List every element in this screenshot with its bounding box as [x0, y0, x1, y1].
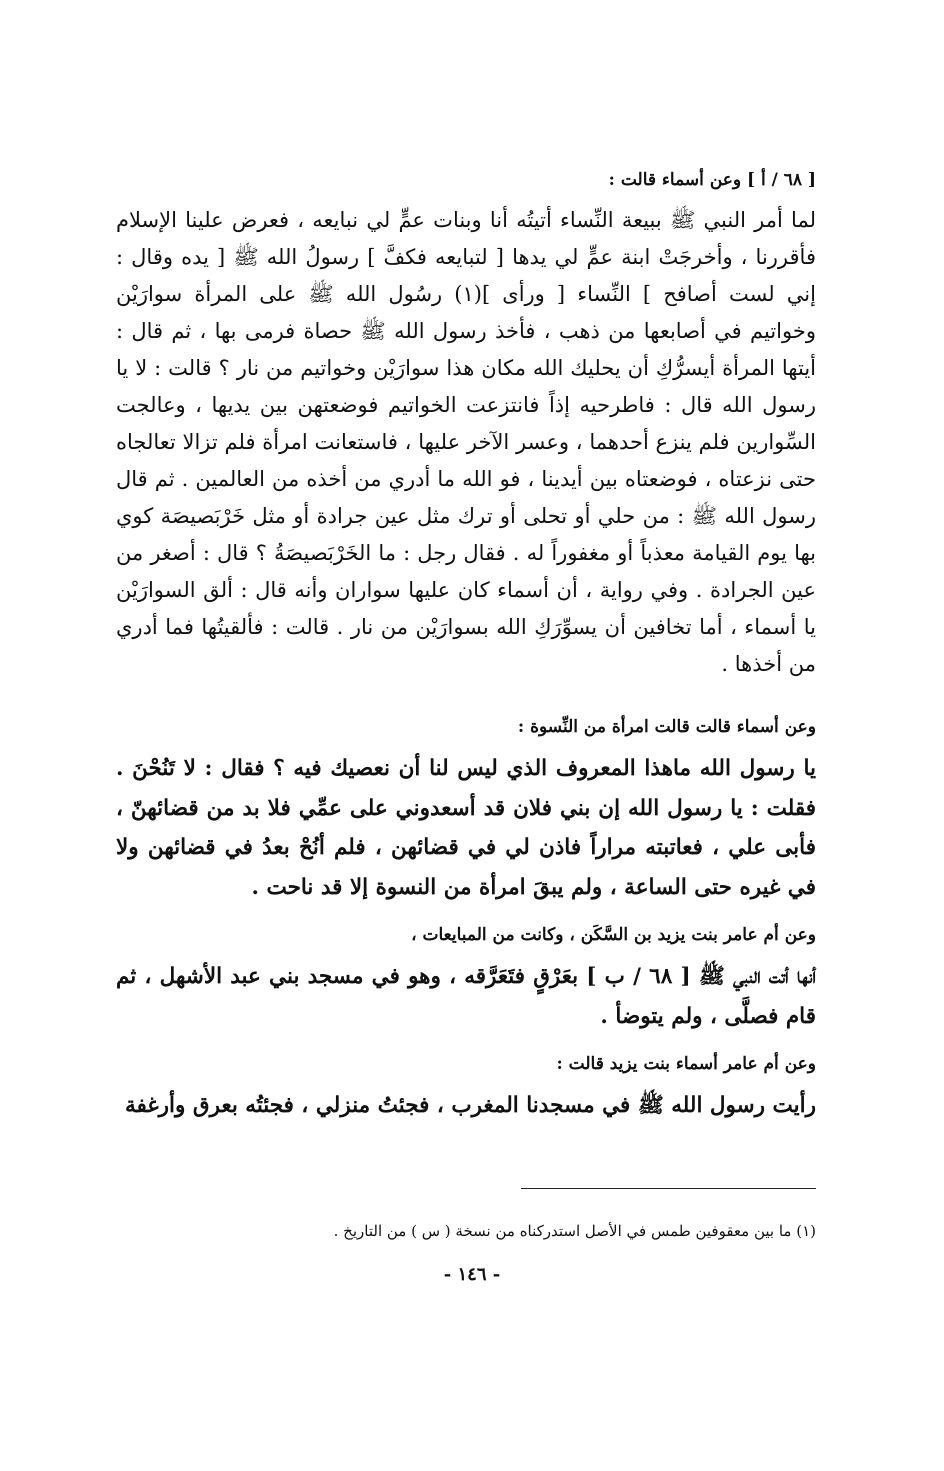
section-heading: [ ٦٨ / أ ] وعن أسماء قالت :	[608, 170, 816, 190]
section-text: لما أمر النبي ﷺ ببيعة النِّساء أتيتُه أنا وبنات عمٍّ لي نبايعه ، فعرض علينا الإسلام فأقررنا ، وأخرجَتْ ابنة عمٍّ لي يدها [ لتبايعه فكفَّ ] رسولُ الله ﷺ [ يده وقال : إني لست أصافح ] النِّساء [ ورأى ](١) رسُول الله ﷺ على المرأة سوارَيْن وخواتيم في أصابعها من ذهب ، فأخذ رسول الله ﷺ حصاة فرمى بها ، ثم قال : أيتها المرأة أيسرُّكِ أن يحليك الله مكان هذا سوارَيْن وخواتيم من نار ؟ قالت : لا يا رسول الله قال : فاطرحيه إذاً فانتزعت الخواتيم فوضعتهن بين يديها ، وعالجت السِّوارين فلم ينزع أحدهما ، وعسر الآخر عليها ، فاستعانت امرأة فلم تزالا تعالجاه حتى نزعتاه ، فوضعتاه بين أيدينا ، فو الله ما أدري من أخذه من العالمين . ثم قال رسول الله ﷺ : من حلي أو تحلى أو ترك مثل عين جرادة أو مثل خَرْبَصيصَة كوي بها يوم القيامة معذباً أو مغفوراً له . فقال رجل : ما الخَرْبَصيصَةُ ؟ قال : أصغر من عين الجرادة . وفي رواية ، أن أسماء كان عليها سواران وأنه قال : ألق السوارَيْن يا أسماء ، أما تخافين أن يسوِّرَكِ الله بسوارَيْن من نار . قالت : فألقيتُها فما أدري من أخذها .	[116, 208, 816, 676]
section-text: يا رسول الله ماهذا المعروف الذي ليس لنا أن نعصيك فيه ؟ فقال : لا تَنُحْنَ . فقلت : يا رسول الله إن بني فلان قد أسعدوني على عمِّي فلا بد من قضائهنّ ، فأبى علي ، فعاتبته مراراً فاذن لي في قضائهن ، فلم أنُحْ بعدُ في قضائهن ولا في غيره حتى الساعة ، ولم يبقَ امرأة من النسوة إلا قد ناحت .	[116, 756, 816, 900]
section-heading: وعن أم عامر أسماء بنت يزيد قالت :	[556, 1054, 816, 1074]
section-umm-amir-1	[116, 921, 816, 1036]
section-text: أنها أتت النبي ﷺ [ ٦٨ / ب ] بعَرْقٍ فتَعَرَّقه ، وهو في مسجد بني عبد الأشهل ، ثم قام فصلَّى ، ولم يتوضأ .	[116, 964, 816, 1029]
footnote: (١) ما بين معقوفين طمس في الأصل استدركناه من نسخة ( س ) من التاريخ .	[333, 1222, 816, 1240]
section-heading: وعن أم عامر بنت يزيد بن السَّكَن ، وكانت من المبايعات ،	[411, 925, 816, 945]
page-number: - ١٤٦ -	[443, 1264, 501, 1285]
section-niswa	[116, 713, 816, 907]
section-umm-amir-2	[116, 1050, 816, 1126]
page-content	[116, 166, 816, 1126]
section-heading: وعن أسماء قالت قالت امرأة من النِّسوة :	[517, 717, 816, 737]
footnote-divider	[521, 1188, 816, 1189]
section-asma-bayah	[116, 166, 816, 683]
section-text: رأيت رسول الله ﷺ في مسجدنا المغرب ، فجئتُ منزلي ، فجئتُه بعرق وأرغفة	[125, 1093, 816, 1118]
